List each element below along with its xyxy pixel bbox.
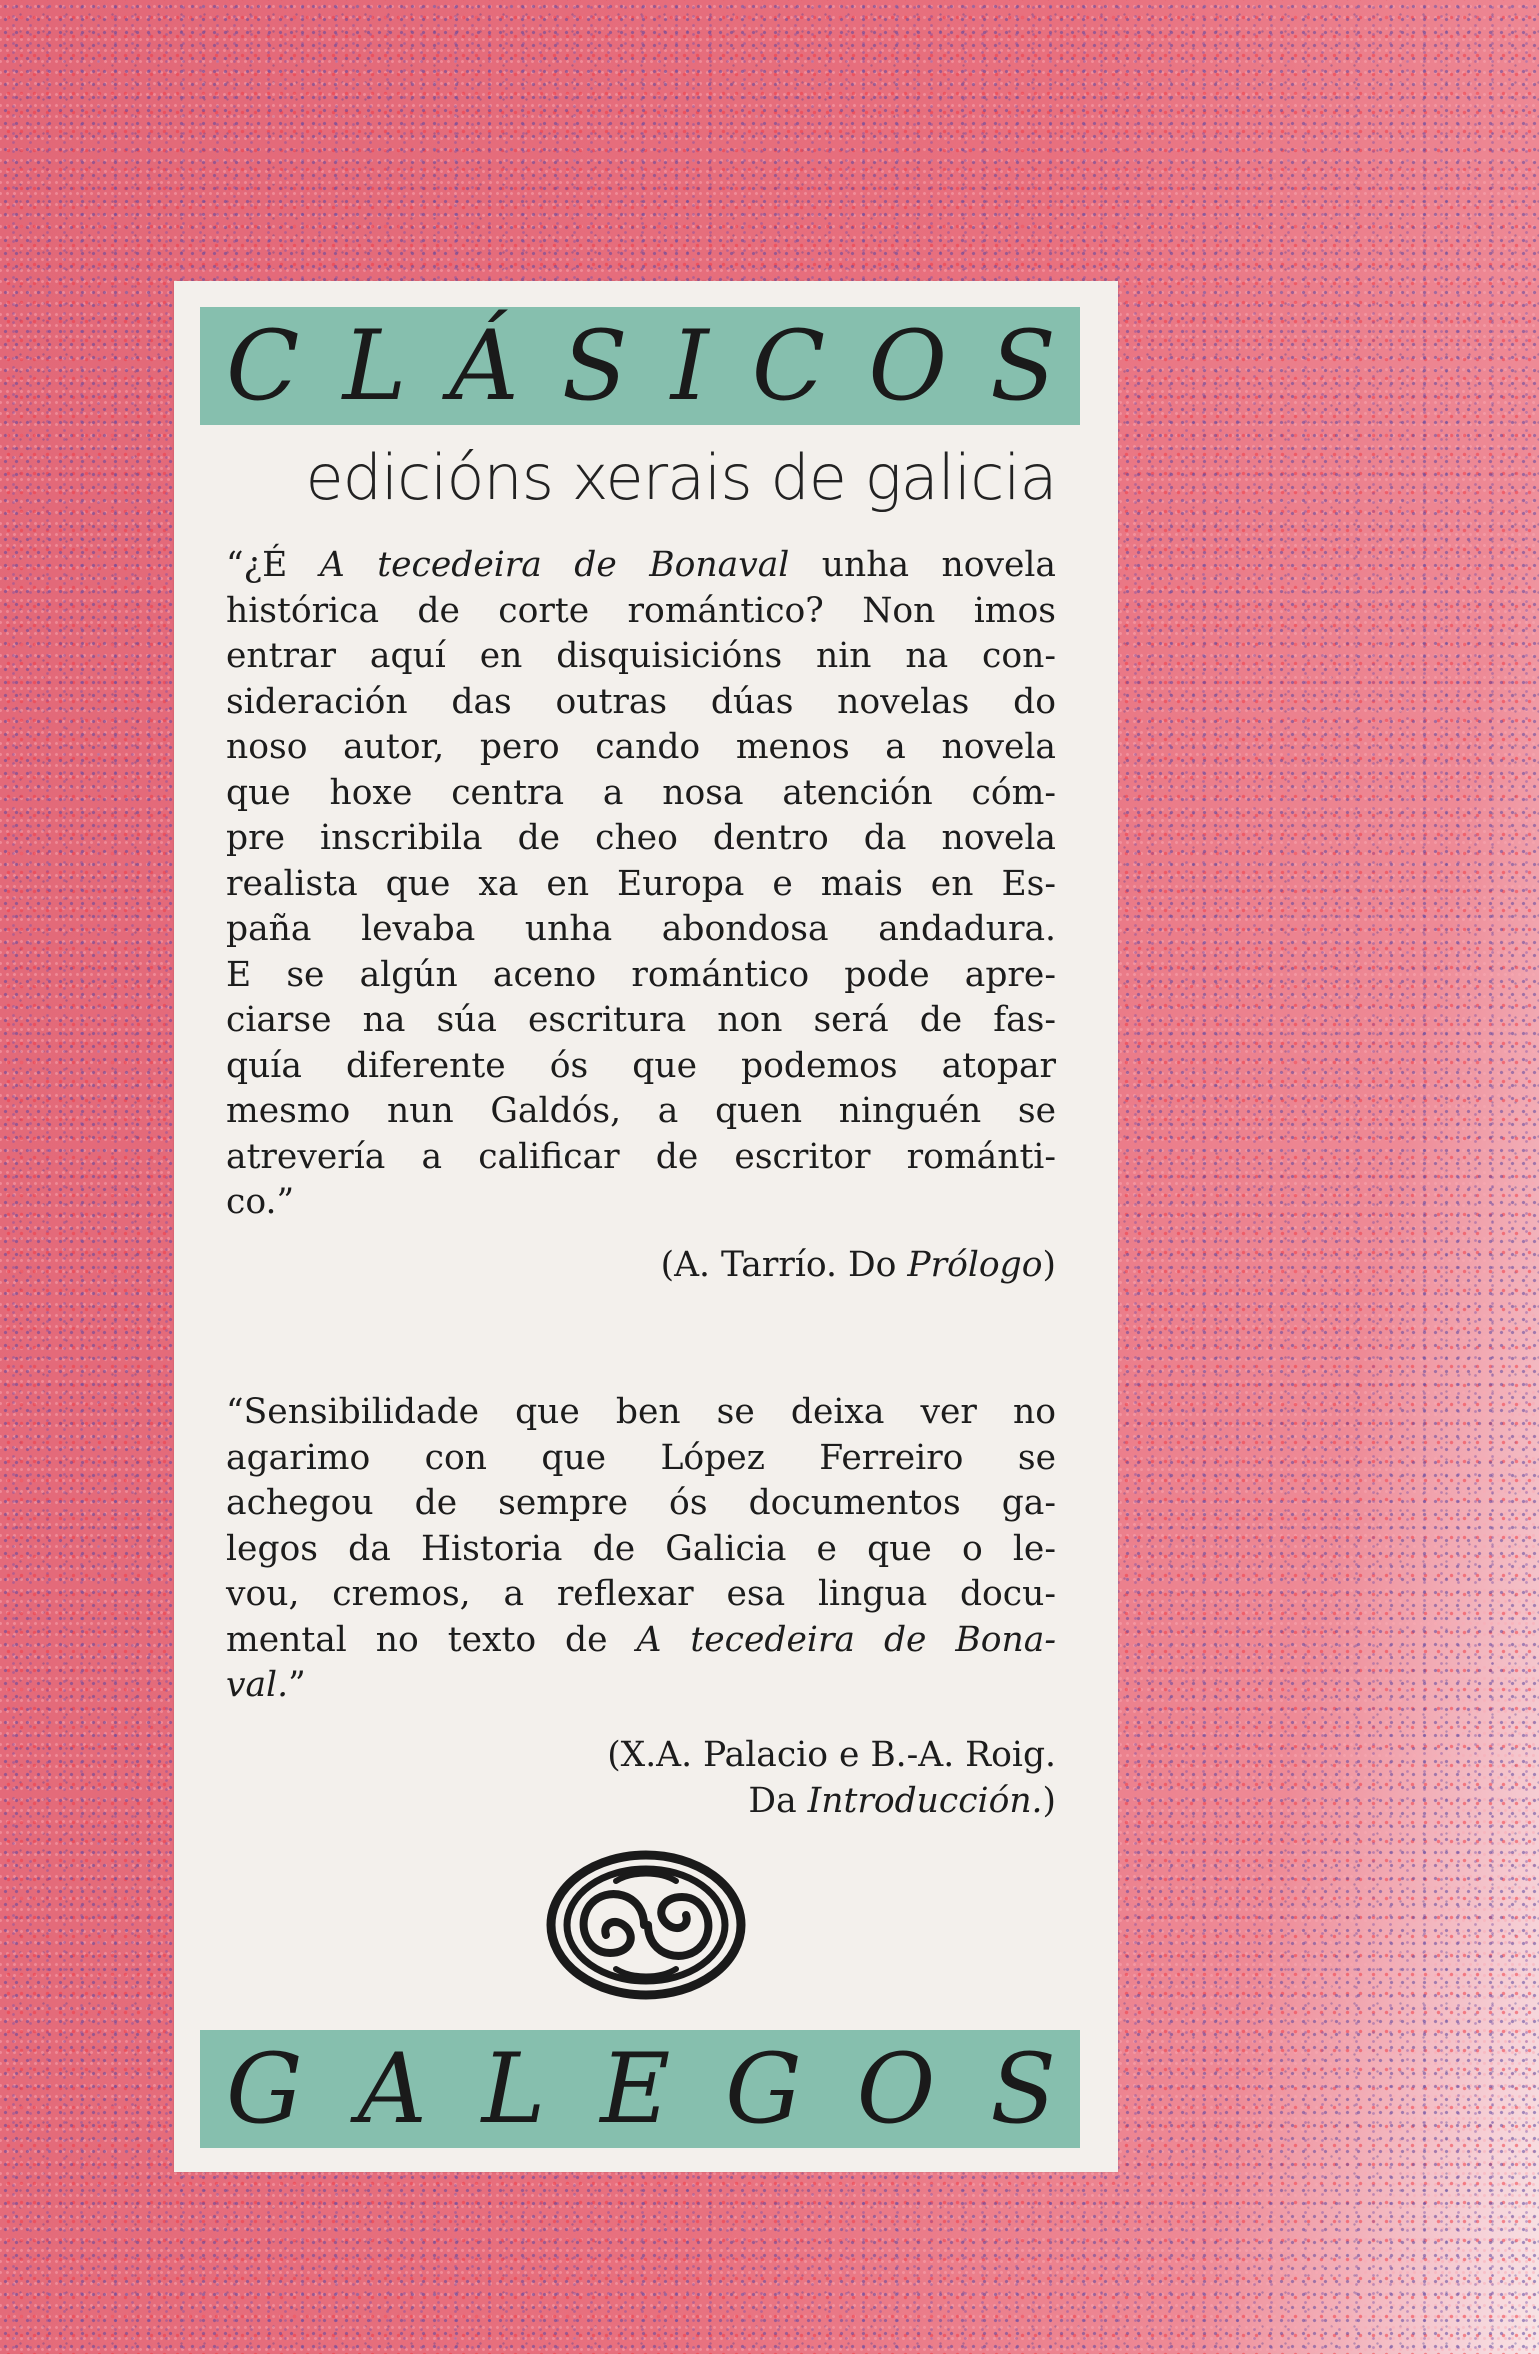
series-title-letter: A [357, 2033, 427, 2145]
quote-text: achegou de sempre ós documentos ga- [226, 1483, 1056, 1523]
quote-text: unha novela [789, 545, 1056, 585]
quote-text: noso autor, pero cando menos a novela [226, 727, 1056, 767]
introduction-attribution [607, 1733, 1056, 1824]
attribution-prefix: Da [748, 1780, 808, 1821]
quote-text: sideración das outras dúas novelas do [226, 681, 1056, 722]
series-title-letter: Á [449, 310, 519, 422]
series-title-letter: I [670, 310, 709, 422]
quote-text: histórica de corte romántico? Non imos [226, 590, 1056, 631]
quote-text: val. [226, 1665, 289, 1705]
xerais-logo-icon [546, 1849, 746, 2001]
quote-line [226, 589, 1056, 635]
quote-text: mesmo nun Galdós, a quen ninguén se [226, 1091, 1056, 1131]
quote-line [226, 771, 1056, 817]
series-title-letter: O [856, 2033, 936, 2145]
quote-text: ciarse na súa escritura non será de fas- [226, 1000, 1056, 1040]
quote-line [226, 1663, 1056, 1709]
series-title-letter: S [990, 310, 1056, 422]
attribution-prefix: (A. Tarrío. Do [660, 1245, 908, 1285]
series-title-letter: S [561, 310, 628, 422]
quote-text: A tecedeira de Bona- [636, 1619, 1056, 1660]
quote-line [226, 1481, 1056, 1527]
series-title-letter: C [751, 310, 826, 422]
quote-line [226, 634, 1056, 680]
quote-text: pre inscribila de cheo dentro da novela [226, 818, 1056, 858]
attribution-suffix: ) [1042, 1245, 1056, 1285]
quote-text: agarimo con que López Ferreiro se [226, 1437, 1056, 1478]
quote-text: “Sensibilidade que ben se deixa ver no [226, 1392, 1056, 1432]
quote-line [226, 543, 1056, 589]
quote-line [226, 1180, 1056, 1226]
quote-line [226, 816, 1056, 862]
quote-line [226, 862, 1056, 908]
quote-text: entrar aquí en disquisicións nin na con- [226, 636, 1056, 676]
series-title-letter: C [226, 310, 300, 422]
quote-text: atrevería a calificar de escritor románti- [226, 1136, 1056, 1177]
quote-line [226, 953, 1056, 999]
quote-line [226, 1135, 1056, 1181]
quote-line [226, 1618, 1056, 1664]
quote-line [226, 907, 1056, 953]
quote-text: co.” [226, 1182, 295, 1222]
quote-text: quía diferente ós que podemos atopar [226, 1045, 1056, 1086]
quote-text: “¿É [226, 545, 320, 585]
series-title-letter: E [600, 2033, 671, 2145]
attribution-title: Introducción. [807, 1780, 1043, 1821]
series-title-letter: S [990, 2033, 1056, 2145]
attribution-suffix: ) [1042, 1780, 1056, 1821]
series-title-letter: L [342, 310, 407, 422]
quote-line [226, 1572, 1056, 1618]
introduction-quote [226, 1390, 1056, 1709]
quote-line [226, 1390, 1056, 1436]
series-title-letter: G [226, 2033, 303, 2145]
quote-text: A tecedeira de Bonaval [319, 545, 790, 585]
series-title-letter: L [481, 2033, 546, 2145]
quote-text: paña levaba unha abondosa andadura. [226, 909, 1056, 949]
attribution-title: Prólogo [907, 1245, 1043, 1285]
prologue-quote [226, 543, 1056, 1226]
series-title-band-top [200, 307, 1080, 425]
quote-line [226, 1044, 1056, 1090]
quote-line [226, 680, 1056, 726]
prologue-attribution [661, 1243, 1056, 1289]
quote-line [226, 1436, 1056, 1482]
quote-text: legos da Historia de Galicia e que o le- [226, 1528, 1056, 1569]
quote-text: que hoxe centra a nosa atención cóm- [226, 772, 1056, 813]
series-title-letter: G [725, 2033, 802, 2145]
quote-line [226, 1089, 1056, 1135]
quote-text: realista que xa en Europa e mais en Es- [226, 863, 1056, 904]
quote-text: E se algún aceno romántico pode apre- [226, 954, 1056, 995]
quote-text: vou, cremos, a reflexar esa lingua docu- [226, 1574, 1056, 1614]
quote-line [226, 998, 1056, 1044]
quote-text: mental no texto de [226, 1619, 637, 1660]
publisher-name: edicións xerais de galicia [305, 441, 1057, 514]
quote-line [226, 1527, 1056, 1573]
series-title-band-bottom [200, 2030, 1080, 2148]
series-title-letter: O [868, 310, 948, 422]
back-cover-panel [174, 281, 1118, 2172]
quote-text: ” [288, 1665, 306, 1705]
attribution-authors: (X.A. Palacio e B.-A. Roig. [607, 1735, 1056, 1775]
quote-line [226, 725, 1056, 771]
